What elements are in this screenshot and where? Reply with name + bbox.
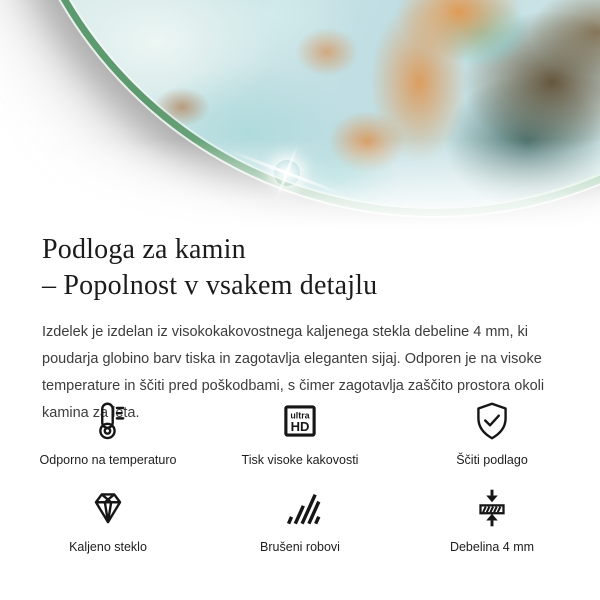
feature-temperature bbox=[12, 398, 204, 468]
thermometer-icon bbox=[85, 398, 131, 444]
feature-protection bbox=[396, 398, 588, 468]
feature-label: Kaljeno steklo bbox=[69, 540, 147, 554]
title-line-1: Podloga za kamin bbox=[42, 234, 246, 265]
ultra-hd-icon bbox=[277, 398, 323, 444]
ultra-hd-text-top: ultra bbox=[290, 410, 310, 421]
thickness-icon bbox=[469, 485, 515, 531]
product-photo bbox=[0, 0, 600, 232]
feature-thickness bbox=[396, 485, 588, 555]
beveled-edges-icon bbox=[277, 485, 323, 531]
features-grid bbox=[0, 398, 600, 555]
page-title bbox=[42, 232, 558, 304]
feature-label: Odporno na temperaturo bbox=[39, 453, 177, 467]
feature-label: Ščiti podlago bbox=[456, 453, 528, 467]
feature-tempered-glass bbox=[12, 485, 204, 555]
photo-bottom-fade bbox=[0, 0, 600, 232]
text-content bbox=[0, 228, 600, 426]
shield-check-icon bbox=[469, 398, 515, 444]
product-description-text: Izdelek je izdelan iz visokokakovostnega kaljenega stekla debeline 4 mm, ki poudarja globino barv tiska in zagotavlja eleganten sijaj. Odporen je na visoke temperature in ščiti pred poškodbami, s čimer zagotavlja zaščito prostora okoli kamina za leta. bbox=[42, 324, 545, 421]
diamond-icon bbox=[85, 485, 131, 531]
feature-label: Brušeni robovi bbox=[260, 540, 340, 554]
feature-beveled-edges bbox=[204, 485, 396, 555]
feature-label: Debelina 4 mm bbox=[449, 540, 535, 554]
feature-label: Tisk visoke kakovosti bbox=[241, 453, 359, 467]
ultra-hd-text-bottom: HD bbox=[290, 418, 310, 434]
feature-print-quality bbox=[204, 398, 396, 468]
title-line-2: – Popolnost v vsakem detajlu bbox=[42, 270, 378, 302]
